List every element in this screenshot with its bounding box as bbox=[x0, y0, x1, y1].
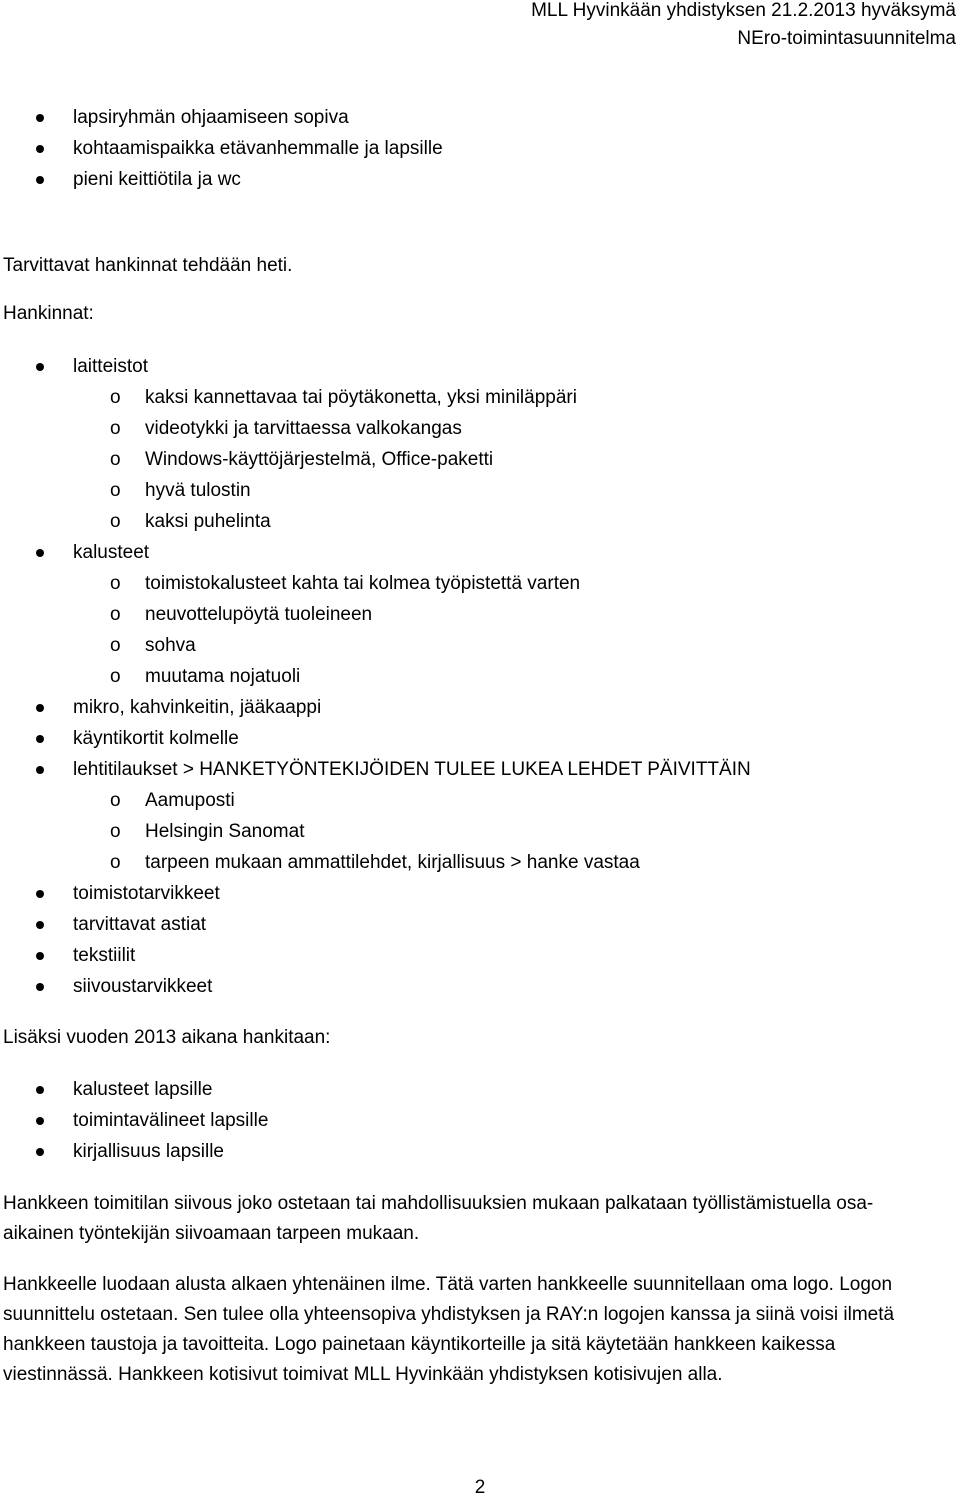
sub-list-item-text: kaksi kannettavaa tai pöytäkonetta, yksi miniläppäri bbox=[145, 387, 577, 408]
sub-bullet-marker: o bbox=[110, 604, 121, 625]
list-item: toimintavälineet lapsille bbox=[0, 1105, 268, 1136]
sub-list-item-text: Windows-käyttöjärjestelmä, Office-paketti bbox=[145, 449, 494, 470]
sub-list-item bbox=[0, 413, 751, 444]
facility-list bbox=[0, 102, 443, 195]
sub-bullet-marker: o bbox=[110, 511, 121, 532]
sub-list-item-text: tarpeen mukaan ammattilehdet, kirjallisuus > hanke vastaa bbox=[145, 852, 640, 873]
procurement-list bbox=[0, 351, 751, 1002]
list-item-toimistotarvikkeet: toimistotarvikkeet bbox=[0, 878, 751, 909]
children-list bbox=[0, 1074, 268, 1167]
header-line-2: NEro-toimintasuunnitelma bbox=[737, 28, 956, 49]
header-line-1: MLL Hyvinkään yhdistyksen 21.2.2013 hyväksymä bbox=[531, 0, 956, 21]
list-item: kirjallisuus lapsille bbox=[0, 1136, 268, 1167]
sub-list-item bbox=[0, 847, 751, 878]
paragraph-branding: Hankkeelle luodaan alusta alkaen yhtenäinen ilme. Tätä varten hankkeelle suunnitellaan oma logo. Logon suunnittelu ostetaan. Sen tulee olla yhteensopiva yhdistyksen ja RAY:n logojen kanssa ja siinä voisi ilmetä hankkeen taustoja ja tavoitteita. Logo painetaan käyntikorteille ja sitä käytetään hankkeen kaikessa viestinnässä. Hankkeen kotisivut toimivat MLL Hyvinkään yhdistyksen kotisivujen alla. bbox=[3, 1274, 895, 1385]
list-item-laitteistot: laitteistot bbox=[0, 351, 751, 382]
sub-bullet-marker: o bbox=[110, 821, 121, 842]
sub-list-item-text: hyvä tulostin bbox=[145, 480, 251, 501]
list-item: lapsiryhmän ohjaamiseen sopiva bbox=[0, 102, 443, 133]
sub-list-item bbox=[0, 568, 751, 599]
list-item: kalusteet lapsille bbox=[0, 1074, 268, 1105]
sub-list-item bbox=[0, 785, 751, 816]
text-lisaksi: Lisäksi vuoden 2013 aikana hankitaan: bbox=[3, 1027, 331, 1048]
text-tarvittavat: Tarvittavat hankinnat tehdään heti. bbox=[3, 255, 293, 276]
sub-bullet-marker: o bbox=[110, 852, 121, 873]
list-item: kohtaamispaikka etävanhemmalle ja lapsille bbox=[0, 133, 443, 164]
sub-list-item-text: toimistokalusteet kahta tai kolmea työpistettä varten bbox=[145, 573, 581, 594]
list-item: pieni keittiötila ja wc bbox=[0, 164, 443, 195]
sub-list-item-text: neuvottelupöytä tuoleineen bbox=[145, 604, 373, 625]
sub-list-item bbox=[0, 599, 751, 630]
list-item-kalusteet: kalusteet bbox=[0, 537, 751, 568]
sub-list-item-text: kaksi puhelinta bbox=[145, 511, 271, 532]
sub-list-item bbox=[0, 382, 751, 413]
list-item-lehtitilaukset: lehtitilaukset > HANKETYÖNTEKIJÖIDEN TULEE LUKEA LEHDET PÄIVITTÄIN bbox=[0, 754, 751, 785]
sub-bullet-marker: o bbox=[110, 790, 121, 811]
sub-list-item bbox=[0, 475, 751, 506]
page-number: 2 bbox=[474, 1477, 486, 1498]
sub-list-item-text: Helsingin Sanomat bbox=[145, 821, 305, 842]
list-item-mikro: mikro, kahvinkeitin, jääkaappi bbox=[0, 692, 751, 723]
sub-list-item-text: videotykki ja tarvittaessa valkokangas bbox=[145, 418, 462, 439]
sub-bullet-marker: o bbox=[110, 635, 121, 656]
list-item-kayntikortit: käyntikortit kolmelle bbox=[0, 723, 751, 754]
sub-list-item-text: sohva bbox=[145, 635, 196, 656]
sub-bullet-marker: o bbox=[110, 418, 121, 439]
text-hankinnat: Hankinnat: bbox=[3, 303, 94, 324]
page-header bbox=[531, 0, 956, 53]
sub-list-item-text: Aamuposti bbox=[145, 790, 235, 811]
sub-bullet-marker: o bbox=[110, 573, 121, 594]
paragraph-cleaning: Hankkeen toimitilan siivous joko ostetaan tai mahdollisuuksien mukaan palkataan työllistämistuella osa-aikainen työntekijän siivoamaan tarpeen mukaan. bbox=[3, 1193, 874, 1244]
list-item-astiat: tarvittavat astiat bbox=[0, 909, 751, 940]
sub-bullet-marker: o bbox=[110, 480, 121, 501]
sub-list-item bbox=[0, 506, 751, 537]
sub-bullet-marker: o bbox=[110, 449, 121, 470]
sub-list-item bbox=[0, 661, 751, 692]
sub-list-item bbox=[0, 816, 751, 847]
sub-list-item bbox=[0, 444, 751, 475]
sub-list-item-text: muutama nojatuoli bbox=[145, 666, 301, 687]
sub-list-item bbox=[0, 630, 751, 661]
list-item-siivous: siivoustarvikkeet bbox=[0, 971, 751, 1002]
sub-bullet-marker: o bbox=[110, 666, 121, 687]
list-item-tekstiilit: tekstiilit bbox=[0, 940, 751, 971]
sub-bullet-marker: o bbox=[110, 387, 121, 408]
